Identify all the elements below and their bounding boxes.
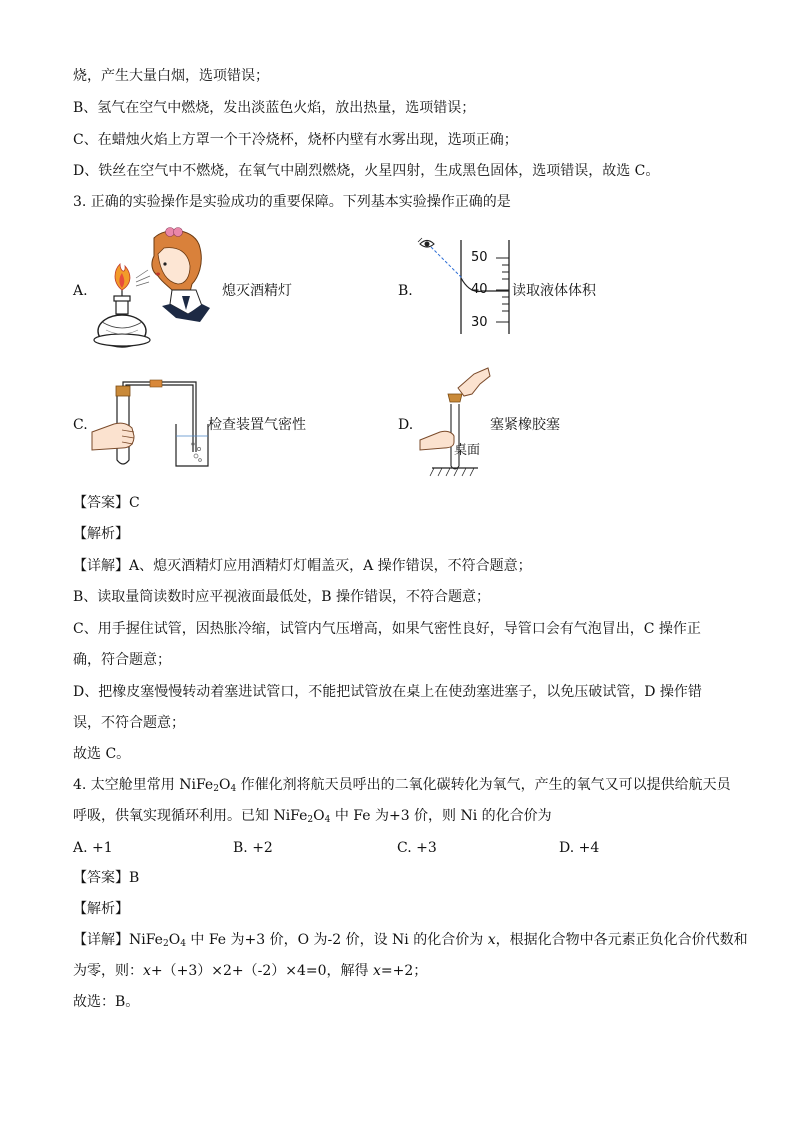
q4-detail-line2: 为零，则：x+（+3）×2+（-2）×4=0，解得 x=+2； [73,963,428,979]
q4-choice-c: C. +3 [397,840,437,856]
q3-answer: 【答案】C [73,495,140,511]
q3-stem: 3. 正确的实验操作是实验成功的重要保障。下列基本实验操作正确的是 [73,194,511,210]
q2-option-d-analysis: D、铁丝在空气中不燃烧，在氧气中剧烈燃烧，火星四射，生成黑色固体，选项错误，故选 C。 [73,163,660,179]
q3-option-a-label: A. [73,283,88,299]
desk-label: 桌面 [454,443,481,458]
q3-detail-d-line2: 误，不符合题意； [73,715,185,731]
q3-option-b-caption: 读取液体体积 [512,283,596,299]
q2-option-b-analysis: B、氢气在空气中燃烧，发出淡蓝色火焰，放出热量，选项错误； [73,100,476,116]
q3-option-c-label: C. [73,417,88,433]
q3-analysis-title: 【解析】 [73,526,129,542]
q4-detail-line1: 【详解】$NiFe_2O_4$ 中 Fe 为+3 价，O 为-2 价，设 Ni 的化合价为 x，根据化合物中各元素正负化合价代数和 [73,932,748,949]
q2-option-c-analysis: C、在蜡烛火焰上方罩一个干冷烧杯，烧杯内壁有水雾出现，选项正确； [73,132,518,148]
q3-detail-b: B、读取量筒读数时应平视液面最低处，B 操作错误，不符合题意； [73,589,491,605]
tick-label-40: 40 [471,282,488,297]
tick-label-50: 50 [471,250,488,265]
q4-conclusion: 故选：B。 [73,994,140,1010]
q3-conclusion: 故选 C。 [73,746,131,762]
q4-choice-d: D. +4 [559,840,600,856]
q3-detail-a: 【详解】A、熄灭酒精灯应用酒精灯灯帽盖灭，A 操作错误，不符合题意； [73,558,532,574]
q3-detail-d-line1: D、把橡皮塞慢慢转动着塞进试管口，不能把试管放在桌上在使劲塞进塞子，以免压破试管，D 操作错 [73,684,702,700]
alcohol-lamp-blowing-figure [92,226,212,351]
q4-choice-a: A. +1 [73,840,113,856]
q4-stem-line2: 呼吸，供氧实现循环利用。已知 $NiFe_2O_4$ 中 Fe 为+3 价，则 Ni 的化合价为 [73,808,552,825]
q3-option-b-label: B. [398,283,413,299]
q2-line-a: 烧，产生大量白烟，选项错误； [73,68,269,84]
tick-label-30: 30 [471,315,488,330]
stopper-insertion-figure [418,366,500,480]
q4-choice-b: B. +2 [233,840,273,856]
graduated-cylinder-figure [418,238,518,338]
q3-option-a-caption: 熄灭酒精灯 [222,283,292,299]
q4-stem-line1: 4. 太空舱里常用 $NiFe_2O_4$ 作催化剂将航天员呼出的二氧化碳转化为氧气，产生的氧气又可以提供给航天员 [73,777,731,794]
airtightness-check-figure [92,378,212,470]
q3-option-d-label: D. [398,417,414,433]
q4-analysis-title: 【解析】 [73,901,129,917]
q3-option-c-caption: 检查装置气密性 [208,417,306,433]
q3-detail-c-line1: C、用手握住试管，因热胀冷缩，试管内气压增高，如果气密性良好，导管口会有气泡冒出，C 操作正 [73,621,701,637]
q4-answer: 【答案】B [73,870,140,886]
q3-detail-c-line2: 确，符合题意； [73,652,171,668]
q3-option-d-caption: 塞紧橡胶塞 [490,417,560,433]
